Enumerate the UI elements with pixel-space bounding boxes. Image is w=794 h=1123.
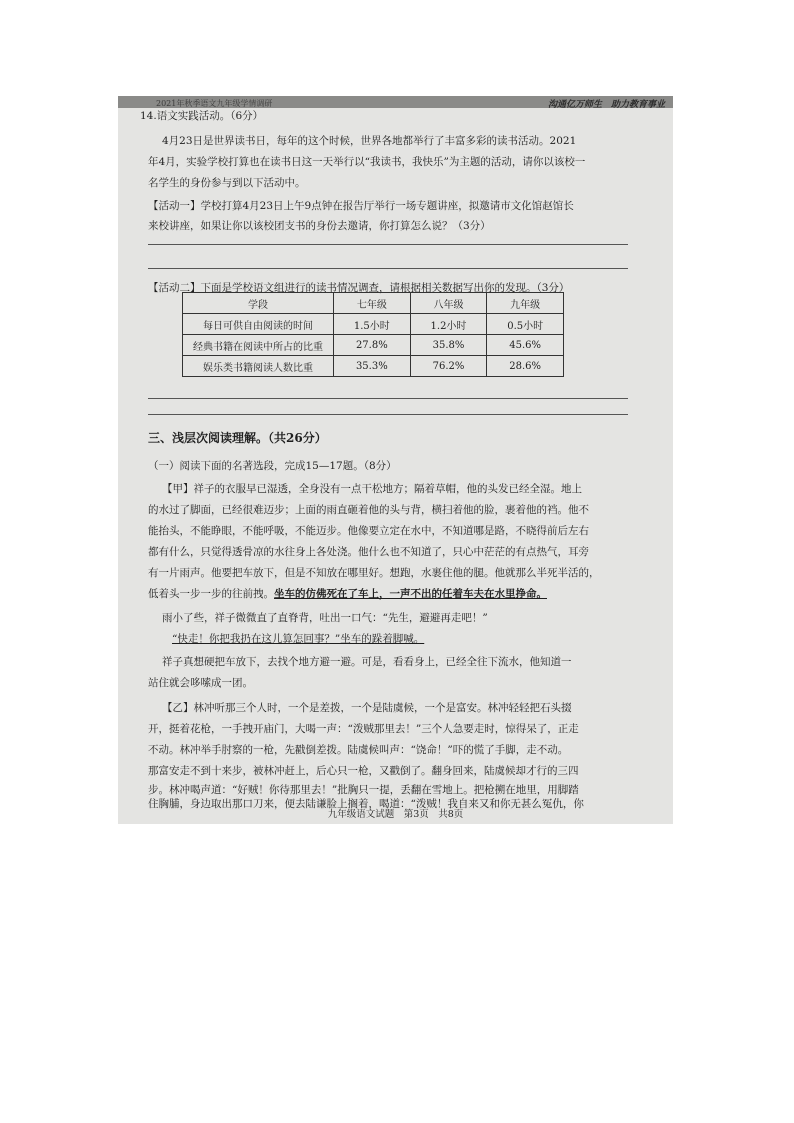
table-cell: 27.8% bbox=[334, 335, 411, 356]
table-header-row bbox=[183, 293, 564, 314]
exam-page bbox=[118, 96, 673, 824]
answer-line bbox=[148, 414, 628, 415]
q14-title: 14.语文实践活动。（6分） bbox=[140, 110, 264, 122]
table-cell: 娱乐类书籍阅读人数比重 bbox=[183, 356, 334, 377]
passage-yi-line: 那富安走不到十来步，被林冲赶上，后心只一枪，又戳倒了。翻身回来，陆虞候却才行的三四 bbox=[148, 765, 579, 777]
passage-jia-line: 【甲】祥子的衣服早已湿透，全身没有一点干松地方；隔着草帽，他的头发已经全湿。地上 bbox=[162, 483, 582, 495]
underlined-sentence: “快走！你把我扔在这儿算怎回事？”坐车的跺着脚喊。 bbox=[172, 633, 425, 645]
table-cell: 0.5小时 bbox=[487, 314, 564, 335]
activity2-text: 【活动二】下面是学校语文组进行的读书情况调查，请根据相关数据写出你的发现。（3分） bbox=[148, 282, 570, 294]
table-cell: 1.2小时 bbox=[410, 314, 487, 335]
answer-line bbox=[148, 244, 628, 245]
section3-title: 三、浅层次阅读理解。（共26分） bbox=[148, 431, 327, 445]
passage-jia-line: 雨小了些，祥子微微直了直脊背，吐出一口气：“先生，避避再走吧！” bbox=[162, 612, 488, 624]
passage-jia-line: 的水过了脚面，已经很难迈步；上面的雨直砸着他的头与背，横扫着他的脸，裹着他的裆。他不 bbox=[148, 504, 589, 516]
section3-subtitle: （一）阅读下面的名著选段，完成15—17题。（8分） bbox=[148, 460, 397, 472]
q14-intro-line2: 年4月，实验学校打算也在读书日这一天举行以“我读书，我快乐”为主题的活动，请你以该校一 bbox=[148, 156, 586, 168]
table-header-cell: 八年级 bbox=[410, 293, 487, 314]
table-cell: 35.8% bbox=[410, 335, 487, 356]
q14-intro-line1: 4月23日是世界读书日，每年的这个时候，世界各地都举行了丰富多彩的读书活动。2021 bbox=[162, 135, 577, 147]
passage-jia-line: 能抬头，不能睁眼，不能呼吸，不能迈步。他像要立定在水中，不知道哪是路，不晓得前后左右 bbox=[148, 525, 589, 537]
passage-jia-text: 低着头一步一步的往前拽。 bbox=[148, 588, 274, 600]
table-row bbox=[183, 356, 564, 377]
table-header-cell: 九年级 bbox=[487, 293, 564, 314]
q14-intro-line3: 名学生的身份参与到以下活动中。 bbox=[148, 177, 306, 189]
header-left-text: 2021年秋季语文九年级学情调研 bbox=[156, 99, 273, 108]
table-cell: 每日可供自由阅读的时间 bbox=[183, 314, 334, 335]
page-footer: 九年级语文试题 第3页 共8页 bbox=[327, 809, 464, 820]
passage-jia-line bbox=[148, 584, 547, 604]
answer-line bbox=[148, 268, 628, 269]
activity1-line2: 来校讲座，如果让你以该校团支书的身份去邀请，你打算怎么说？（3分） bbox=[148, 220, 491, 232]
passage-yi-line: 开，挺着花枪，一手拽开庙门，大喝一声：“泼贼那里去！”三个人急要走时，惊得呆了，正走 bbox=[148, 723, 579, 735]
activity1-line1: 【活动一】学校打算4月23日上午9点钟在报告厅举行一场专题讲座，拟邀请市文化馆赵馆长 bbox=[148, 200, 574, 212]
passage-yi-line: 步。林冲喝声道：“好贼！你待那里去！”批胸只一提，丢翻在雪地上。把枪搠在地里，用脚踏 bbox=[148, 784, 579, 796]
table-cell: 45.6% bbox=[487, 335, 564, 356]
table-cell: 经典书籍在阅读中所占的比重 bbox=[183, 335, 334, 356]
table-row bbox=[183, 335, 564, 356]
passage-yi-line: 住胸脯，身边取出那口刀来，便去陆谦脸上搁着，喝道：“泼贼！我自来又和你无甚么冤仇，你 bbox=[148, 798, 584, 810]
table-header-cell: 学段 bbox=[183, 293, 334, 314]
header-slogan: 沟通亿万师生 助力教育事业 bbox=[547, 100, 665, 110]
table-row bbox=[183, 314, 564, 335]
table-cell: 35.3% bbox=[334, 356, 411, 377]
table-cell: 28.6% bbox=[487, 356, 564, 377]
table-cell: 1.5小时 bbox=[334, 314, 411, 335]
passage-jia-line: 祥子真想硬把车放下，去找个地方避一避。可是，看看身上，已经全往下流水，他知道一 bbox=[162, 656, 572, 668]
survey-table bbox=[182, 292, 564, 377]
underlined-sentence: 坐车的仿佛死在了车上，一声不出的任着车夫在水里挣命。 bbox=[274, 588, 547, 600]
passage-jia-line: 站住就会哆嗦成一团。 bbox=[148, 677, 253, 689]
passage-yi-line: 【乙】林冲听那三个人时，一个是差拨，一个是陆虞候，一个是富安。林冲轻轻把石头掇 bbox=[162, 702, 572, 714]
passage-jia-line: 有一片雨声。他要把车放下，但是不知放在哪里好。想跑，水裹住他的腿。他就那么半死半活的， bbox=[148, 567, 600, 579]
passage-yi-line: 不动。林冲举手肘察的一枪，先戳倒差拨。陆虞候叫声：“饶命！”吓的慌了手脚，走不动。 bbox=[148, 744, 569, 756]
table-header-cell: 七年级 bbox=[334, 293, 411, 314]
table-cell: 76.2% bbox=[410, 356, 487, 377]
answer-line bbox=[148, 398, 628, 399]
passage-jia-line: 都有什么，只觉得透骨凉的水往身上各处浇。他什么也不知道了，只心中茫茫的有点热气，耳旁 bbox=[148, 546, 589, 558]
